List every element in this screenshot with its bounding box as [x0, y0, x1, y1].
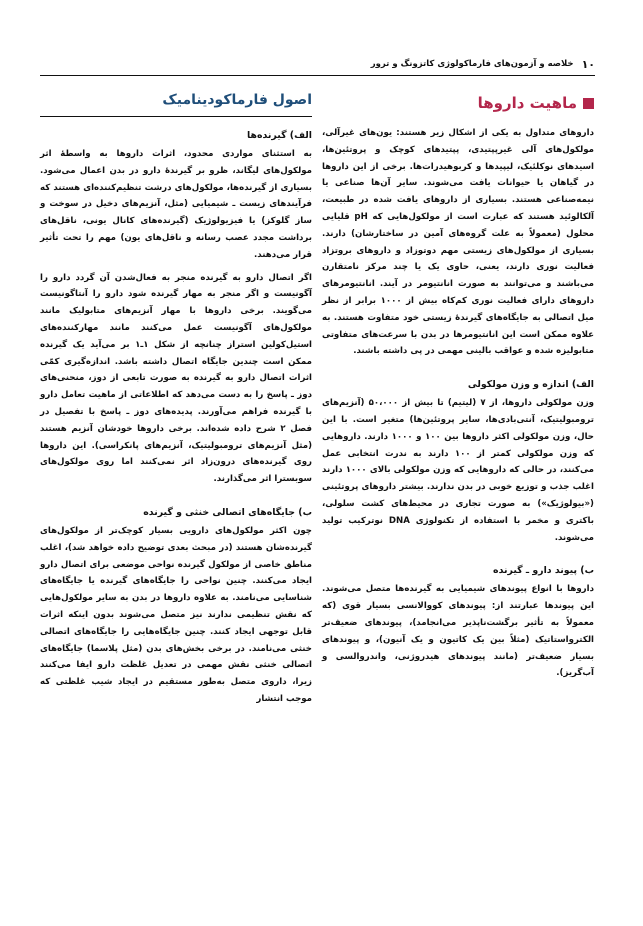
page-number: ۱۰ — [581, 57, 595, 71]
chapter-heading — [322, 92, 594, 114]
right-column — [322, 92, 594, 688]
paragraph: داروها با انواع پیوندهای شیمیایی به گیرنده‌ها متصل می‌شوند. این پیوندها عبارتند از: پیوندهای کووالانسی بسیار قوی (که معمولاً به تأثیر برگشت‌ناپذیر می‌انجامد)، پیوندهای ضعیف‌تر الکترواستاتیک (مثلاً بین یک کاتیون و یک آنیون)، و پیوندهای بسیار ضعیف‌تر (مانند پیوندهای هیدروژنی، واندروالسی و آب‌گریز). — [322, 584, 594, 679]
section-title: اصول فارماکودینامیک — [40, 92, 312, 117]
subheading: الف) گیرنده‌ها — [246, 130, 312, 141]
paragraph: اگر اتصال دارو به گیرنده منجر به فعال‌شدن آن گردد دارو را آگونیست و اگر منجر به مهار گیرنده شود دارو را آنتاگونیست می‌گویند. برخی داروها با مهار آنزیم‌های متابولیک مانند مولکول‌های آگونیست عمل می‌کنند مانند مهارکننده‌های استیل‌کولین استراز چنانچه از شکل ۱ـ۱ بر می‌آید یک گیرنده ممکن است چندین جایگاه اتصال داشته باشد. اندازه‌گیری کمّی اثرات اتصال دارو به گیرنده به صورت تابعی از دوز، منحنی‌های دوز ـ پاسخ را به دست می‌دهد که اطلاعاتی از ماهیت تعامل دارو با گیرنده فراهم می‌آورند. پدیده‌های دوز ـ پاسخ با تفصیل در فصل ۲ شرح داده شده‌اند. برخی داروها خودشان آنزیم هستند (مثل آنزیم‌های ترومبولیتیک، آنزیم‌های پانکراسی). این داروها روی گیرنده‌های درون‌زاد اثر نمی‌کنند اما روی مولکول‌های سوبسترا اثر می‌گذارند. — [40, 272, 312, 485]
left-column — [40, 92, 312, 714]
paragraph: داروهای متداول به یکی از اشکال زیر هستند: یون‌های غیرآلی، مولکول‌های آلی غیرپپتیدی، پپتیدهای کوچک و پروتئین‌ها، اسیدهای نوکلئیک، لیپیدها و کربوهیدرات‌ها. برخی از این داروها در گیاهان یا حیوانات یافت می‌شوند. سایر آن‌ها صناعی یا نیمه‌صناعی هستند. بسیاری از داروهای یافت شده در طبیعت، آلکالوئید هستند که عبارت است از مولکول‌هایی که pH قلیایی محلول (معمولاً به علت گروه‌های آمین در ساختارشان) دارند. بسیاری از مولکول‌های زیستی مهم دوتوزاد و داروهای بروتزاد فعالیت نوری دارند، یعنی، حاوی یک یا چند مرکز نامتقارن می‌باشند و می‌توانند به صورت انانتیومر در آیند. انانتیومرهای داروهای دارای فعالیت نوری کم‌کاه بیش از ۱۰۰۰ برابر از نظر میل اتصالی به جایگاه‌های گیرندهٔ زیستی خود متفاوت هستند. به علاوه ممکن است این انانتیومرها در بدن با سرعت‌های متفاوتی متابولیزه شده و عواقب بالینی مهمی در پی داشته باشند. — [322, 128, 595, 357]
paragraph: به استثنای مواردی محدود، اثرات داروها به واسطهٔ اثر مولکول‌های لیگاند، ظرو بر گیرندهٔ دارو در بدن اعمال می‌شود. بسیاری از گیرنده‌ها، مولکول‌های درشت تنظیم‌کننده‌ای هستند که فرآیندهای زیست ـ شیمیایی (مثل، آنزیم‌های دخیل در سوخت و ساز گلوکز) یا فیزیولوژیک (گیرنده‌های کانال یونی، ناقل‌های برداشت مجدد عصب رسانه و ناقل‌های یون) مهم را تحت تأثیر قرار می‌دهند. — [40, 149, 312, 260]
header-rule — [40, 75, 595, 76]
square-bullet-icon — [583, 98, 594, 109]
running-header — [40, 56, 595, 72]
paragraph: چون اکثر مولکول‌های دارویی بسیار کوچک‌تر از مولکول‌های گیرنده‌شان هستند (در مبحث بعدی توضیح داده خواهد شد)، اغلب مناطق خاصی از مولکول گیرنده نواحی موضعی برای اتصال دارو ایجاد می‌کنند. چنین نواحی را جایگاه‌های گیرنده یا جایگاه‌های شناسایی می‌نامند. به علاوه داروها در بدن به سایر مولکول‌هایی که نقش تنظیمی ندارند نیز متصل می‌شوند بدون اینکه اثرات قابل توجهی ایجاد کنند. چنین جایگاه‌هایی را جایگاه‌های اتصالی خنثی می‌نامند. در برخی بخش‌های بدن (مثل پلاسما) جایگاه‌های اتصالی خنثی نقش مهمی در تعدیل غلظت دارو ایفا می‌کنند زیرا، داروی متصل به‌طور مستقیم در ایجاد شیب غلظتی که موجب انتشار — [40, 525, 312, 704]
running-title: خلاصه و آزمون‌های فارماکولوژی کاتزونگ و ترور — [370, 59, 574, 69]
subheading: ب) جایگاه‌های اتصالی خنثی و گیرنده — [143, 506, 312, 518]
chapter-title: ماهیت داروها — [477, 94, 577, 112]
paragraph: وزن مولکولی داروها، از ۷ (لیتیم) تا بیش از ۵۰،۰۰۰ (آنزیم‌های ترومبولیتیک، آنتی‌بادی‌ها، سایر پروتئین‌ها) متغیر است. با این حال، وزن مولکولی اکثر داروها بین ۱۰۰ و ۱۰۰۰ دارند. داروهایی که وزن مولکولی کمتر از ۱۰۰ دارند به ندرت انتخابی عمل می‌کنند، در حالی که داروهایی که وزن مولکولی بالای ۱۰۰۰ دارند اغلب جذب و توزیع خوبی در بدن ندارند. بیشتر داروهای پروتئینی («بیولوژیک») به صورت تجاری در محیط‌های کشت سلولی، باکتری و مخمر با استفاده از تکنولوژی DNA نوترکیب تولید می‌شوند. — [322, 398, 595, 543]
subheading: ب) پیوند دارو ـ گیرنده — [493, 565, 594, 577]
subheading: الف) اندازه و وزن مولکولی — [467, 379, 594, 391]
